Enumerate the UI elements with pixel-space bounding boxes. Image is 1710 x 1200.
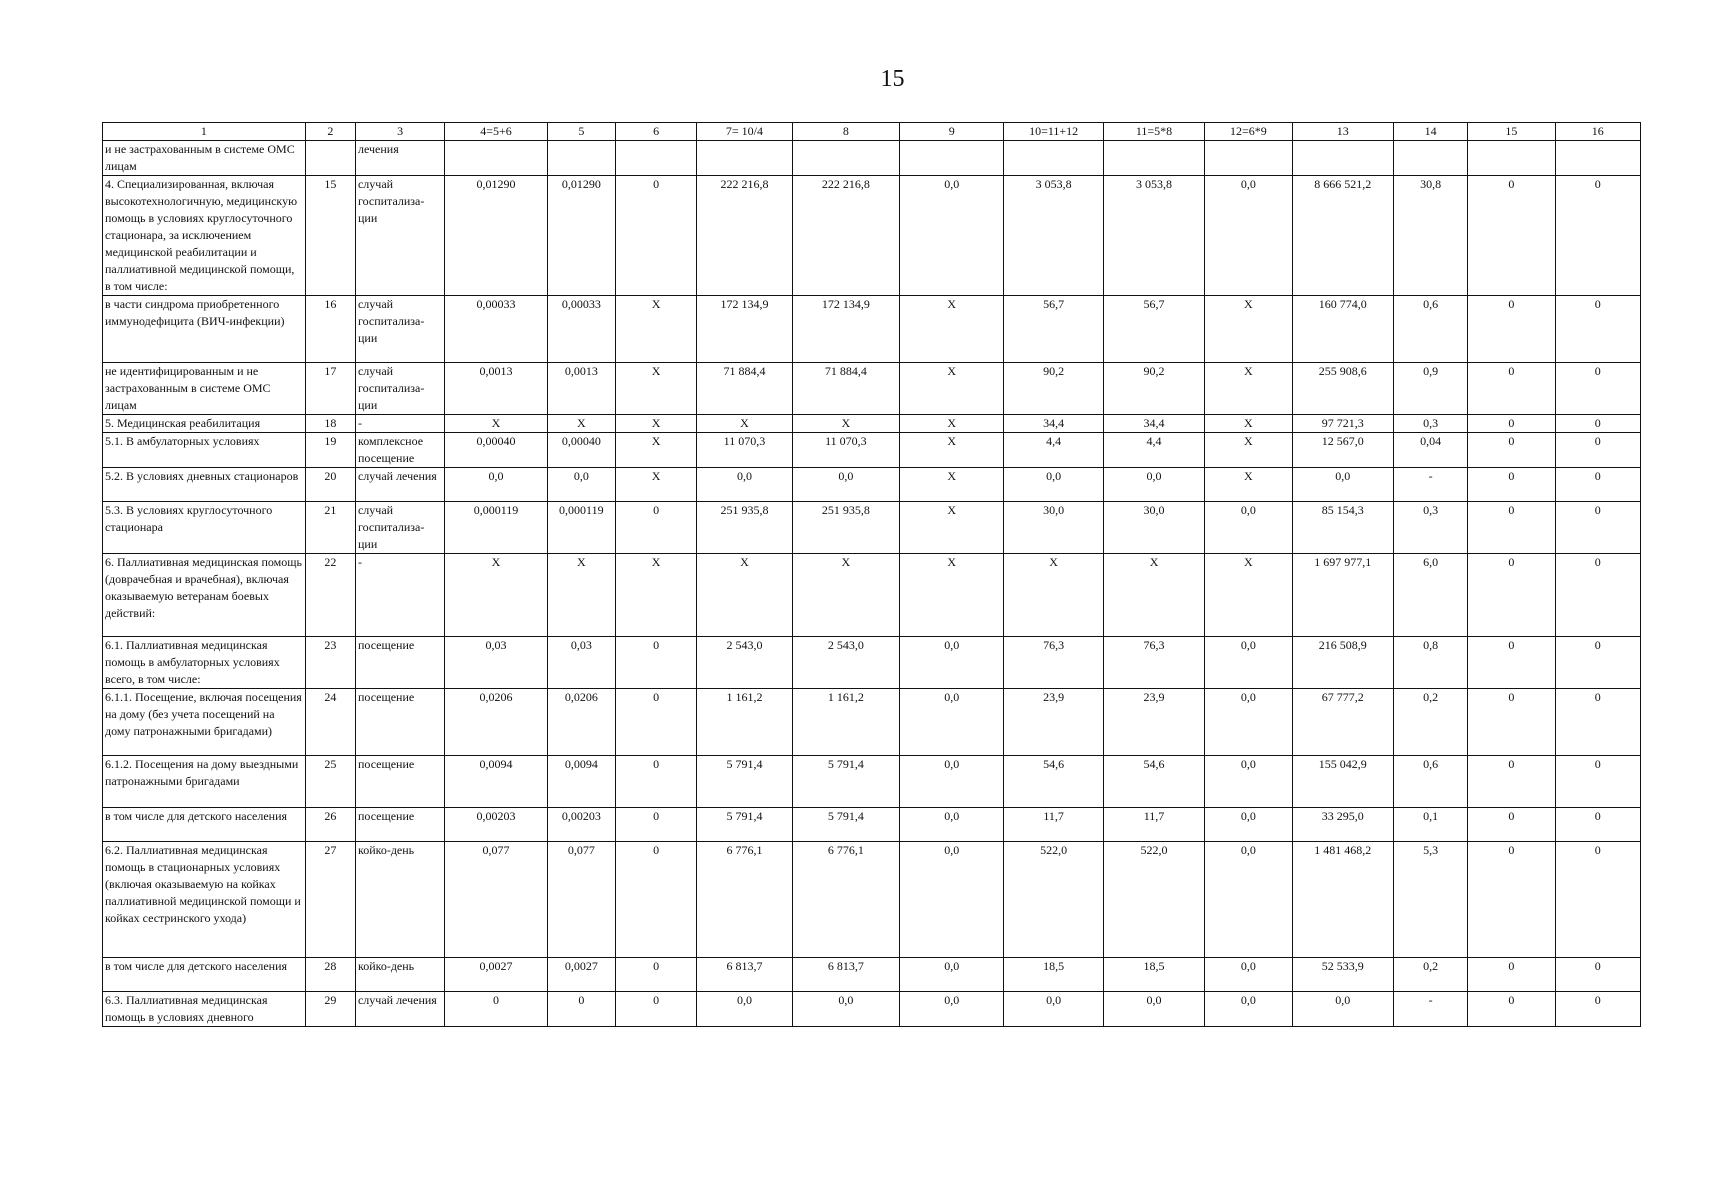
row-number: 22 — [305, 554, 355, 637]
value-cell: 1 481 468,2 — [1292, 842, 1393, 958]
value-cell: 0 — [1555, 554, 1640, 637]
value-cell: 0,2 — [1393, 689, 1467, 756]
value-cell: 0,0 — [1205, 808, 1292, 842]
value-cell: 0,0 — [1103, 468, 1204, 502]
value-cell: 222 216,8 — [697, 176, 792, 296]
value-cell: Х — [792, 554, 899, 637]
column-header: 7= 10/4 — [697, 123, 792, 141]
value-cell: 11,7 — [1004, 808, 1103, 842]
value-cell — [445, 141, 547, 176]
value-cell: 4,4 — [1103, 433, 1204, 468]
value-cell: 6,0 — [1393, 554, 1467, 637]
value-cell: 0,0 — [697, 468, 792, 502]
value-cell — [792, 141, 899, 176]
value-cell: 0,0 — [1205, 958, 1292, 992]
value-cell: 0 — [1555, 415, 1640, 433]
value-cell: 0,0 — [900, 992, 1004, 1027]
value-cell: 0,3 — [1393, 415, 1467, 433]
value-cell: 8 666 521,2 — [1292, 176, 1393, 296]
value-cell: 67 777,2 — [1292, 689, 1393, 756]
value-cell: 18,5 — [1004, 958, 1103, 992]
column-header: 15 — [1468, 123, 1555, 141]
value-cell: 90,2 — [1103, 363, 1204, 415]
value-cell: 0 — [1468, 992, 1555, 1027]
table-row — [103, 992, 1641, 1027]
value-cell: 160 774,0 — [1292, 296, 1393, 363]
value-cell: 0,0 — [1205, 992, 1292, 1027]
column-header: 11=5*8 — [1103, 123, 1204, 141]
value-cell: 0 — [615, 842, 696, 958]
value-cell: 12 567,0 — [1292, 433, 1393, 468]
table-row — [103, 554, 1641, 637]
value-cell — [1468, 141, 1555, 176]
value-cell: Х — [1205, 468, 1292, 502]
value-cell: 5 791,4 — [697, 756, 792, 808]
value-cell: Х — [615, 296, 696, 363]
value-cell: 0 — [1468, 637, 1555, 689]
row-number: 25 — [305, 756, 355, 808]
row-label: 6. Паллиативная медицинская помощь (доврачебная и врачебная), включая оказываемую ветеранам боевых действий: — [103, 554, 306, 637]
table-row — [103, 415, 1641, 433]
row-label: 5.1. В амбулаторных условиях — [103, 433, 306, 468]
value-cell: 0,0094 — [547, 756, 615, 808]
value-cell: Х — [900, 433, 1004, 468]
row-label: 6.1. Паллиативная медицинская помощь в амбулаторных условиях всего, в том числе: — [103, 637, 306, 689]
value-cell: 0 — [1468, 468, 1555, 502]
value-cell: 0 — [1468, 808, 1555, 842]
value-cell: 0 — [1468, 502, 1555, 554]
value-cell: Х — [900, 363, 1004, 415]
value-cell: 0,0 — [1205, 756, 1292, 808]
value-cell: 0,0 — [792, 468, 899, 502]
value-cell: 5 791,4 — [697, 808, 792, 842]
column-header: 16 — [1555, 123, 1640, 141]
value-cell: 0,0 — [1004, 992, 1103, 1027]
value-cell: 30,0 — [1103, 502, 1204, 554]
column-header: 12=6*9 — [1205, 123, 1292, 141]
value-cell: Х — [792, 415, 899, 433]
value-cell: 0,1 — [1393, 808, 1467, 842]
value-cell: 0 — [1555, 756, 1640, 808]
value-cell: 54,6 — [1004, 756, 1103, 808]
value-cell: 0,2 — [1393, 958, 1467, 992]
table-row — [103, 502, 1641, 554]
value-cell: - — [1393, 992, 1467, 1027]
table-row — [103, 433, 1641, 468]
value-cell — [1103, 141, 1204, 176]
value-cell: 0 — [1555, 637, 1640, 689]
row-number: 16 — [305, 296, 355, 363]
value-cell: 0,0013 — [445, 363, 547, 415]
value-cell: 0 — [1468, 415, 1555, 433]
value-cell: 0,0 — [1292, 992, 1393, 1027]
value-cell: 3 053,8 — [1004, 176, 1103, 296]
value-cell: 0 — [615, 176, 696, 296]
value-cell: 0 — [1555, 176, 1640, 296]
value-cell: 5 791,4 — [792, 756, 899, 808]
value-cell: 0 — [1555, 992, 1640, 1027]
value-cell: 0,0 — [445, 468, 547, 502]
column-header: 10=11+12 — [1004, 123, 1103, 141]
value-cell: 0 — [1468, 689, 1555, 756]
value-cell: 0,6 — [1393, 296, 1467, 363]
value-cell: 4,4 — [1004, 433, 1103, 468]
value-cell: 56,7 — [1004, 296, 1103, 363]
row-number: 19 — [305, 433, 355, 468]
value-cell: 33 295,0 — [1292, 808, 1393, 842]
value-cell: 0 — [1468, 363, 1555, 415]
value-cell: 30,0 — [1004, 502, 1103, 554]
row-number: 29 — [305, 992, 355, 1027]
value-cell: 0,0 — [547, 468, 615, 502]
row-label: 5.3. В условиях круглосуточного стационара — [103, 502, 306, 554]
table-row — [103, 141, 1641, 176]
row-label: в том числе для детского населения — [103, 808, 306, 842]
value-cell: Х — [900, 468, 1004, 502]
row-label: 6.1.2. Посещения на дому выездными патронажными бригадами — [103, 756, 306, 808]
value-cell: 0,01290 — [547, 176, 615, 296]
value-cell: Х — [1205, 296, 1292, 363]
value-cell: 5 791,4 — [792, 808, 899, 842]
value-cell: 216 508,9 — [1292, 637, 1393, 689]
value-cell: 6 813,7 — [792, 958, 899, 992]
unit-cell: койко-день — [355, 958, 444, 992]
value-cell: 522,0 — [1103, 842, 1204, 958]
row-number: 21 — [305, 502, 355, 554]
row-number: 27 — [305, 842, 355, 958]
value-cell — [1292, 141, 1393, 176]
value-cell: 0 — [615, 689, 696, 756]
value-cell: Х — [615, 415, 696, 433]
value-cell: Х — [697, 415, 792, 433]
value-cell: 5,3 — [1393, 842, 1467, 958]
unit-cell: посещение — [355, 637, 444, 689]
value-cell — [615, 141, 696, 176]
value-cell: 34,4 — [1103, 415, 1204, 433]
value-cell: 0,0 — [900, 842, 1004, 958]
value-cell: 71 884,4 — [697, 363, 792, 415]
value-cell: 0 — [1555, 468, 1640, 502]
row-label: 4. Специализированная, включая высокотехнологичную, медицинскую помощь в условиях круглосуточного стационара, за исключением медицинской реабилитации и паллиативной медицинской помощи, в том числе: — [103, 176, 306, 296]
value-cell: 0 — [1468, 433, 1555, 468]
value-cell: 34,4 — [1004, 415, 1103, 433]
row-label: и не застрахованным в системе ОМС лицам — [103, 141, 306, 176]
value-cell — [697, 141, 792, 176]
row-number: 17 — [305, 363, 355, 415]
value-cell: 0,0027 — [445, 958, 547, 992]
row-label: 6.1.1. Посещение, включая посещения на дому (без учета посещений на дому патронажными бригадами) — [103, 689, 306, 756]
value-cell: 0,0 — [1205, 502, 1292, 554]
value-cell: Х — [1205, 433, 1292, 468]
value-cell: 6 813,7 — [697, 958, 792, 992]
value-cell: Х — [445, 554, 547, 637]
value-cell: Х — [900, 296, 1004, 363]
value-cell: 30,8 — [1393, 176, 1467, 296]
value-cell: 0,01290 — [445, 176, 547, 296]
value-cell: 0,6 — [1393, 756, 1467, 808]
value-cell: 0,0 — [900, 958, 1004, 992]
column-header: 5 — [547, 123, 615, 141]
value-cell: Х — [1205, 363, 1292, 415]
value-cell: 0,0 — [900, 808, 1004, 842]
table-row — [103, 296, 1641, 363]
table-row — [103, 808, 1641, 842]
row-number: 24 — [305, 689, 355, 756]
value-cell: 0 — [547, 992, 615, 1027]
value-cell — [900, 141, 1004, 176]
value-cell: 0,077 — [547, 842, 615, 958]
row-label: не идентифицированным и не застрахованным в системе ОМС лицам — [103, 363, 306, 415]
value-cell: 222 216,8 — [792, 176, 899, 296]
row-label: 5.2. В условиях дневных стационаров — [103, 468, 306, 502]
row-label: 6.2. Паллиативная медицинская помощь в стационарных условиях (включая оказываемую на койках паллиативной медицинской помощи и койках сестринского ухода) — [103, 842, 306, 958]
row-number — [305, 141, 355, 176]
value-cell: 0 — [615, 756, 696, 808]
value-cell: 0,000119 — [547, 502, 615, 554]
value-cell: 71 884,4 — [792, 363, 899, 415]
value-cell: Х — [547, 554, 615, 637]
value-cell: 2 543,0 — [697, 637, 792, 689]
value-cell: 0 — [615, 992, 696, 1027]
unit-cell: - — [355, 415, 444, 433]
unit-cell: случай госпитализа-ции — [355, 296, 444, 363]
table-row — [103, 363, 1641, 415]
value-cell: 0,0 — [900, 689, 1004, 756]
column-header: 9 — [900, 123, 1004, 141]
value-cell: 0,0 — [1292, 468, 1393, 502]
row-number: 26 — [305, 808, 355, 842]
value-cell: 11,7 — [1103, 808, 1204, 842]
value-cell: 0 — [1468, 756, 1555, 808]
unit-cell: случай лечения — [355, 992, 444, 1027]
value-cell: 0 — [615, 637, 696, 689]
value-cell: 0,00033 — [445, 296, 547, 363]
value-cell: 0,077 — [445, 842, 547, 958]
column-header: 4=5+6 — [445, 123, 547, 141]
unit-cell: случай госпитализа-ции — [355, 502, 444, 554]
row-label: в части синдрома приобретенного иммунодефицита (ВИЧ-инфекции) — [103, 296, 306, 363]
table-row — [103, 756, 1641, 808]
column-header: 14 — [1393, 123, 1467, 141]
value-cell: 0,0 — [900, 637, 1004, 689]
row-number: 28 — [305, 958, 355, 992]
unit-cell: посещение — [355, 808, 444, 842]
value-cell: 155 042,9 — [1292, 756, 1393, 808]
column-header: 1 — [103, 123, 306, 141]
row-number: 23 — [305, 637, 355, 689]
unit-cell: - — [355, 554, 444, 637]
value-cell: 0,3 — [1393, 502, 1467, 554]
value-cell — [1205, 141, 1292, 176]
value-cell: Х — [900, 554, 1004, 637]
value-cell: 0 — [1468, 296, 1555, 363]
data-table — [102, 122, 1641, 1027]
value-cell: 0,000119 — [445, 502, 547, 554]
value-cell: 0,03 — [547, 637, 615, 689]
value-cell: 0,0 — [792, 992, 899, 1027]
row-number: 18 — [305, 415, 355, 433]
value-cell: 3 053,8 — [1103, 176, 1204, 296]
table-row — [103, 176, 1641, 296]
value-cell: 0,0 — [1004, 468, 1103, 502]
value-cell: 52 533,9 — [1292, 958, 1393, 992]
value-cell: 0,03 — [445, 637, 547, 689]
value-cell: 0,00033 — [547, 296, 615, 363]
value-cell: 11 070,3 — [697, 433, 792, 468]
value-cell: 522,0 — [1004, 842, 1103, 958]
unit-cell: комплексное посещение — [355, 433, 444, 468]
value-cell — [1393, 141, 1467, 176]
value-cell: 0 — [1555, 433, 1640, 468]
value-cell: 0 — [1555, 502, 1640, 554]
value-cell: 0,0 — [1205, 176, 1292, 296]
value-cell: 1 697 977,1 — [1292, 554, 1393, 637]
value-cell: Х — [615, 363, 696, 415]
value-cell: 0 — [1468, 554, 1555, 637]
value-cell: 0 — [615, 502, 696, 554]
value-cell: 0 — [1555, 808, 1640, 842]
unit-cell: койко-день — [355, 842, 444, 958]
value-cell: 0 — [1468, 842, 1555, 958]
value-cell: 85 154,3 — [1292, 502, 1393, 554]
column-header: 6 — [615, 123, 696, 141]
row-label: 6.3. Паллиативная медицинская помощь в условиях дневного — [103, 992, 306, 1027]
value-cell: 0,0 — [900, 756, 1004, 808]
value-cell: 0 — [1468, 958, 1555, 992]
value-cell: 6 776,1 — [697, 842, 792, 958]
value-cell — [547, 141, 615, 176]
table-row — [103, 689, 1641, 756]
unit-cell: случай госпитализа-ции — [355, 176, 444, 296]
value-cell: 11 070,3 — [792, 433, 899, 468]
value-cell: Х — [1205, 554, 1292, 637]
value-cell: 90,2 — [1004, 363, 1103, 415]
value-cell: Х — [900, 502, 1004, 554]
value-cell: - — [1393, 468, 1467, 502]
value-cell: 0,00203 — [547, 808, 615, 842]
table-row — [103, 958, 1641, 992]
value-cell: 23,9 — [1103, 689, 1204, 756]
value-cell: Х — [615, 433, 696, 468]
unit-cell: случай госпитализа-ции — [355, 363, 444, 415]
value-cell: 0,0013 — [547, 363, 615, 415]
value-cell: 18,5 — [1103, 958, 1204, 992]
column-header: 13 — [1292, 123, 1393, 141]
value-cell: Х — [1205, 415, 1292, 433]
value-cell: 255 908,6 — [1292, 363, 1393, 415]
value-cell: 97 721,3 — [1292, 415, 1393, 433]
value-cell: 0,0206 — [547, 689, 615, 756]
value-cell: 54,6 — [1103, 756, 1204, 808]
column-header: 2 — [305, 123, 355, 141]
value-cell: 1 161,2 — [697, 689, 792, 756]
table-header-row — [103, 123, 1641, 141]
value-cell: 0 — [1468, 176, 1555, 296]
value-cell: 0,04 — [1393, 433, 1467, 468]
unit-cell: лечения — [355, 141, 444, 176]
value-cell: Х — [615, 468, 696, 502]
value-cell: 0,8 — [1393, 637, 1467, 689]
value-cell: 1 161,2 — [792, 689, 899, 756]
row-label: 5. Медицинская реабилитация — [103, 415, 306, 433]
unit-cell: посещение — [355, 756, 444, 808]
value-cell: 172 134,9 — [792, 296, 899, 363]
value-cell: Х — [900, 415, 1004, 433]
table-row — [103, 637, 1641, 689]
value-cell: Х — [1103, 554, 1204, 637]
value-cell: Х — [445, 415, 547, 433]
value-cell: 0 — [1555, 296, 1640, 363]
value-cell: 0,00203 — [445, 808, 547, 842]
table-row — [103, 468, 1641, 502]
column-header: 8 — [792, 123, 899, 141]
column-header: 3 — [355, 123, 444, 141]
value-cell: 0 — [1555, 958, 1640, 992]
value-cell: 0,0027 — [547, 958, 615, 992]
value-cell: 2 543,0 — [792, 637, 899, 689]
value-cell: 0 — [1555, 689, 1640, 756]
page-number: 15 — [880, 66, 905, 92]
row-number: 15 — [305, 176, 355, 296]
value-cell: 0,0 — [1205, 842, 1292, 958]
value-cell: 76,3 — [1004, 637, 1103, 689]
unit-cell: случай лечения — [355, 468, 444, 502]
value-cell: Х — [1004, 554, 1103, 637]
value-cell: 0,0 — [900, 176, 1004, 296]
value-cell: 0,0094 — [445, 756, 547, 808]
value-cell: 251 935,8 — [792, 502, 899, 554]
table-row — [103, 842, 1641, 958]
value-cell: Х — [547, 415, 615, 433]
row-label: в том числе для детского населения — [103, 958, 306, 992]
value-cell: 0,0 — [1103, 992, 1204, 1027]
value-cell: 251 935,8 — [697, 502, 792, 554]
value-cell — [1555, 141, 1640, 176]
row-number: 20 — [305, 468, 355, 502]
value-cell: 0,0206 — [445, 689, 547, 756]
value-cell: 23,9 — [1004, 689, 1103, 756]
value-cell: 0 — [1555, 842, 1640, 958]
value-cell: 0,00040 — [547, 433, 615, 468]
value-cell: 0 — [1555, 363, 1640, 415]
value-cell: 0,9 — [1393, 363, 1467, 415]
value-cell: 0 — [445, 992, 547, 1027]
value-cell: 0,00040 — [445, 433, 547, 468]
value-cell — [1004, 141, 1103, 176]
unit-cell: посещение — [355, 689, 444, 756]
value-cell: 76,3 — [1103, 637, 1204, 689]
value-cell: 0,0 — [1205, 689, 1292, 756]
value-cell: 6 776,1 — [792, 842, 899, 958]
value-cell: 0,0 — [697, 992, 792, 1027]
value-cell: 56,7 — [1103, 296, 1204, 363]
value-cell: Х — [697, 554, 792, 637]
value-cell: 0,0 — [1205, 637, 1292, 689]
value-cell: 0 — [615, 808, 696, 842]
value-cell: 0 — [615, 958, 696, 992]
value-cell: 172 134,9 — [697, 296, 792, 363]
value-cell: Х — [615, 554, 696, 637]
